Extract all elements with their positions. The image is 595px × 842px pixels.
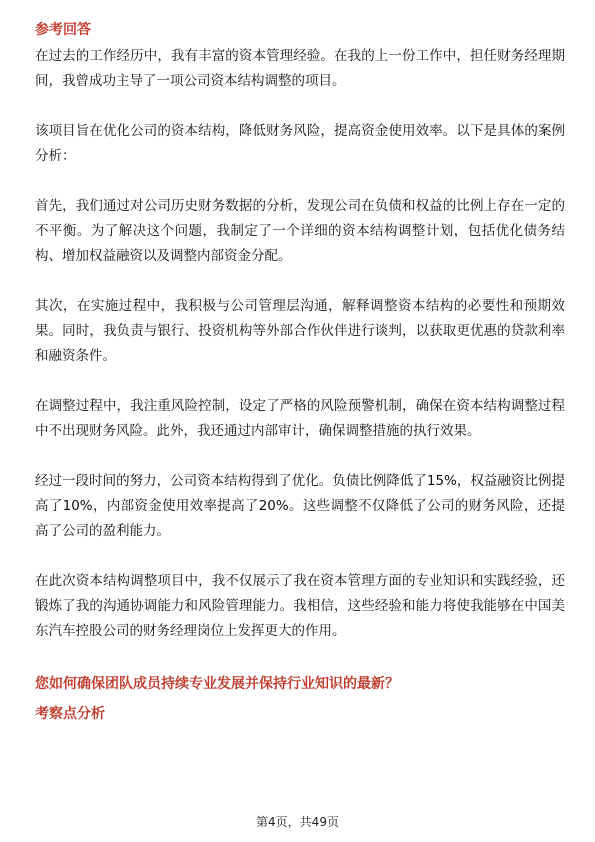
answer-paragraph-3: 首先，我们通过对公司历史财务数据的分析，发现公司在负债和权益的比例上存在一定的不平衡。为了解决这个问题，我制定了一个详细的资本结构调整计划，包括优化债务结构、增加权益融资以及调整内部资金分配。 <box>35 198 565 264</box>
next-question-heading: 您如何确保团队成员持续专业发展并保持行业知识的最新？ <box>35 676 399 692</box>
answer-paragraph-7: 在此次资本结构调整项目中，我不仅展示了我在资本管理方面的专业知识和实践经验，还锻炼了我的沟通协调能力和风险管理能力。我相信，这些经验和能力将使我能够在中国美东汽车控股公司的财务经理岗位上发挥更大的作用。 <box>35 573 565 639</box>
answer-paragraph-4: 其次，在实施过程中，我积极与公司管理层沟通，解释调整资本结构的必要性和预期效果。同时，我负责与银行、投资机构等外部合作伙伴进行谈判，以获取更优惠的贷款利率和融资条件。 <box>35 298 565 364</box>
answer-paragraph-5: 在调整过程中，我注重风险控制，设定了严格的风险预警机制，确保在资本结构调整过程中不出现财务风险。此外，我还通过内部审计，确保调整措施的执行效果。 <box>35 398 565 439</box>
answer-paragraph-6: 经过一段时间的努力，公司资本结构得到了优化。负债比例降低了15%，权益融资比例提高了10%，内部资金使用效率提高了20%。这些调整不仅降低了公司的财务风险，还提高了公司的盈利能力。 <box>35 473 565 539</box>
page-content <box>35 20 565 724</box>
answer-paragraph-2: 该项目旨在优化公司的资本结构，降低财务风险，提高资金使用效率。以下是具体的案例分析： <box>35 123 565 164</box>
section-title: 参考回答 <box>35 22 91 38</box>
page-number: 第4页，共49页 <box>256 815 339 829</box>
answer-paragraph-1: 在过去的工作经历中，我有丰富的资本管理经验。在我的上一份工作中，担任财务经理期间，我曾成功主导了一项公司资本结构调整的项目。 <box>35 48 565 89</box>
analysis-heading: 考察点分析 <box>35 706 105 722</box>
